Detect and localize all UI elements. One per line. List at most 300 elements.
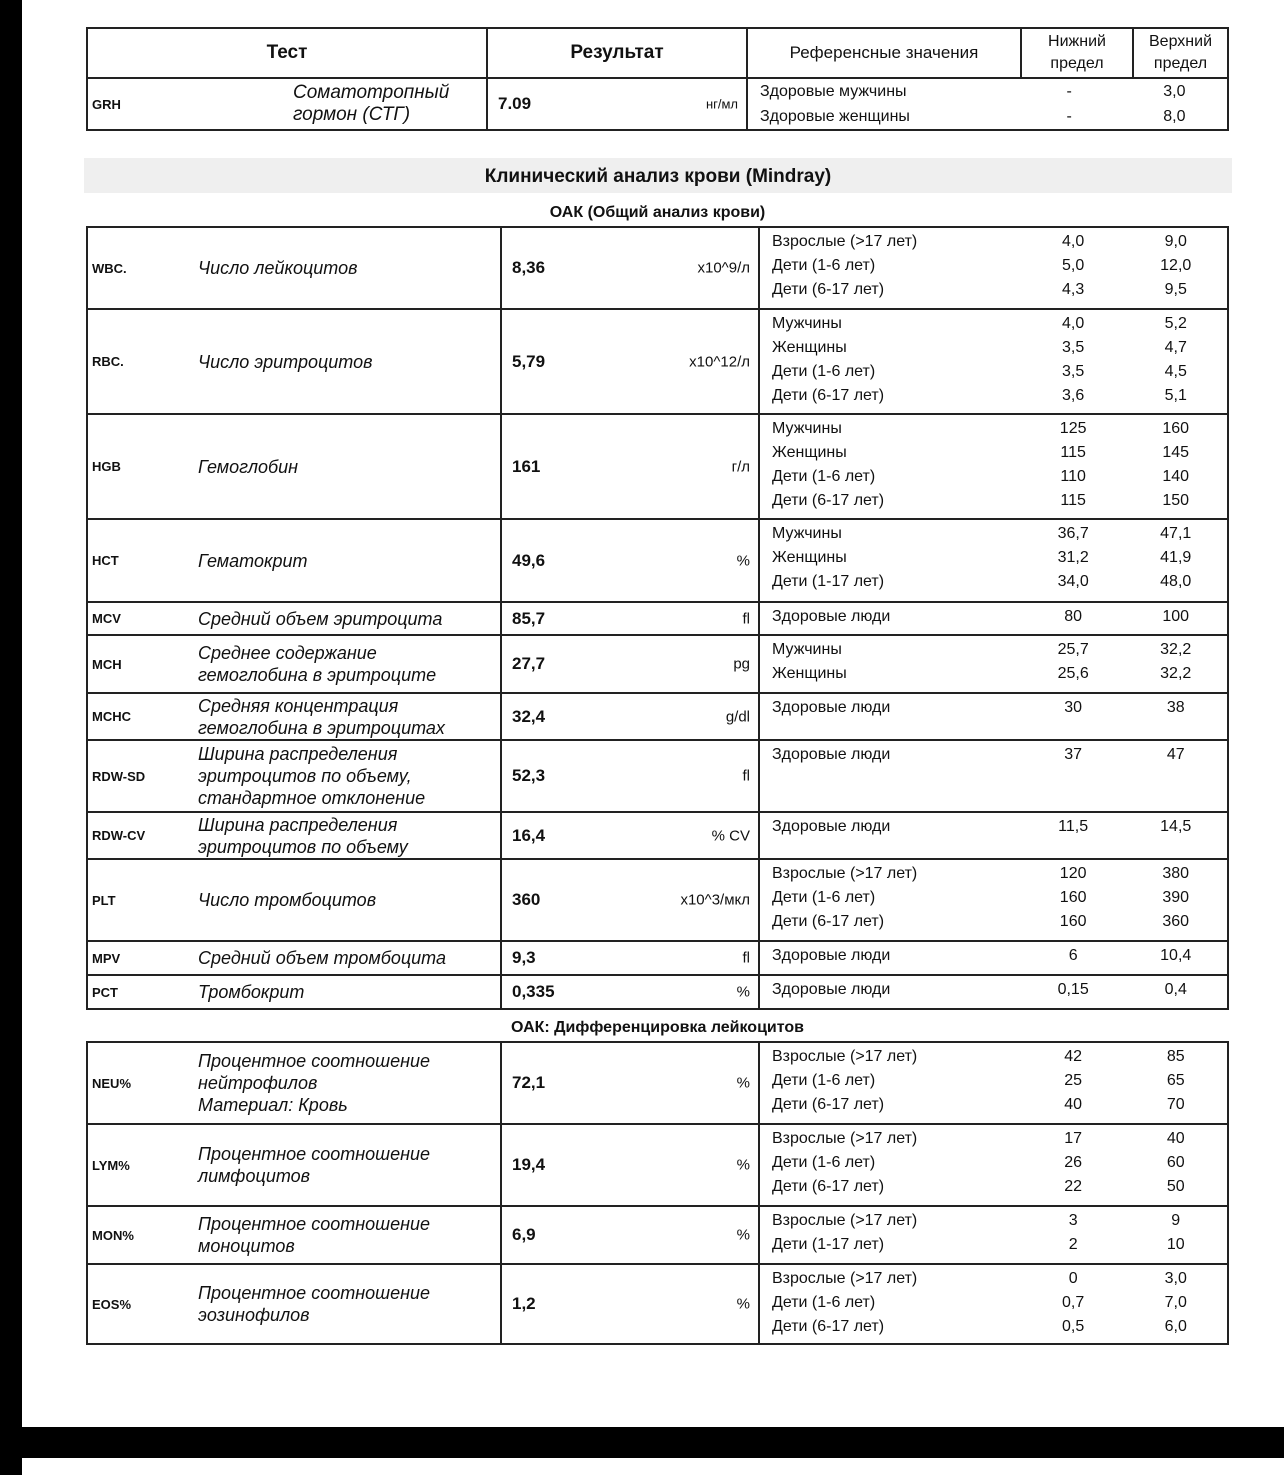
reference-high: 12,0 (1160, 257, 1192, 274)
result-cell (501, 812, 759, 859)
reference-group: Здоровые мужчины (760, 83, 907, 100)
bottom-black-border (0, 1427, 1284, 1458)
reference-high: 4,5 (1164, 363, 1187, 380)
reference-high: 9,5 (1164, 281, 1187, 298)
reference-low: 115 (1060, 492, 1086, 509)
reference-low: 0,15 (1057, 981, 1089, 998)
reference-line (760, 546, 1227, 570)
reference-group: Дети (6-17 лет) (772, 1318, 885, 1335)
result-unit: fl (742, 949, 750, 967)
reference-line (760, 1267, 1227, 1291)
reference-line (760, 254, 1227, 278)
test-code: RBC. (87, 309, 192, 414)
result-value: 7.09 (498, 94, 532, 113)
reference-group: Женщины (772, 339, 847, 356)
test-name (192, 1264, 501, 1344)
test-code: MCV (87, 602, 192, 635)
reference-line (760, 441, 1227, 465)
test-name (192, 740, 501, 812)
reference-line (760, 1175, 1227, 1199)
reference-ranges (759, 1206, 1228, 1264)
test-name (192, 1206, 501, 1264)
reference-low: 3,5 (1062, 339, 1085, 356)
reference-line (760, 230, 1227, 254)
reference-line (760, 862, 1227, 886)
differential-subtitle: ОАК: Дифференцировка лейкоцитов (511, 1019, 804, 1036)
reference-high: 150 (1162, 492, 1190, 509)
test-code: MCH (87, 635, 192, 693)
result-cell (501, 941, 759, 975)
reference-group: Дети (1-6 лет) (772, 889, 876, 906)
header-result: Результат (487, 28, 747, 78)
reference-group: Взрослые (>17 лет) (772, 1048, 918, 1065)
table-row (87, 414, 1228, 519)
test-code: PLT (87, 859, 192, 941)
reference-group: Здоровые люди (772, 608, 891, 625)
reference-high: 85 (1166, 1048, 1185, 1065)
header-lower-limit (1021, 28, 1133, 78)
reference-high: 5,2 (1164, 315, 1187, 332)
test-code: RDW-CV (87, 812, 192, 859)
reference-group: Дети (1-17 лет) (772, 573, 885, 590)
result-cell (501, 227, 759, 309)
test-code: MON% (87, 1206, 192, 1264)
result-value: 27,7 (512, 654, 546, 673)
table-row-grh (87, 78, 1228, 130)
reference-high: 9 (1171, 1212, 1181, 1229)
result-unit: pg (733, 655, 750, 673)
test-name (192, 975, 501, 1009)
reference-group: Здоровые люди (772, 947, 891, 964)
table-row (87, 635, 1228, 693)
test-name-line: стандартное отклонение (198, 788, 426, 808)
test-name-line: Тромбокрит (198, 982, 305, 1002)
header-upper-limit-line2: предел (1153, 55, 1208, 72)
reference-line (760, 312, 1227, 336)
test-code: GRH (87, 78, 287, 130)
result-value: 72,1 (512, 1073, 546, 1092)
table-row (87, 1124, 1228, 1206)
reference-high: 5,1 (1164, 387, 1187, 404)
test-code: EOS% (87, 1264, 192, 1344)
reference-low: 11,5 (1058, 818, 1089, 835)
test-name (192, 227, 501, 309)
table-row (87, 602, 1228, 635)
reference-high: 32,2 (1160, 665, 1192, 682)
result-value: 19,4 (512, 1155, 546, 1174)
reference-low: 17 (1064, 1130, 1083, 1147)
reference-high: 3,0 (1163, 83, 1186, 100)
result-cell (501, 309, 759, 414)
reference-group: Дети (6-17 лет) (772, 387, 885, 404)
reference-ranges (759, 227, 1228, 309)
reference-low: 25,6 (1057, 665, 1089, 682)
reference-high: 65 (1166, 1072, 1185, 1089)
result-unit: % (736, 552, 750, 569)
reference-line (760, 1209, 1227, 1233)
reference-group: Дети (1-6 лет) (772, 1072, 876, 1089)
header-lower-limit-line2: предел (1050, 55, 1104, 72)
reference-low: 34,0 (1057, 573, 1089, 590)
result-value: 1,2 (512, 1294, 536, 1313)
reference-low: 3 (1068, 1212, 1078, 1229)
reference-low: 120 (1059, 865, 1087, 882)
reference-group: Женщины (772, 665, 847, 682)
test-name (192, 1124, 501, 1206)
result-value: 49,6 (512, 550, 546, 570)
reference-high: 38 (1166, 699, 1185, 716)
header-test: Тест (87, 28, 487, 78)
reference-low: 125 (1059, 420, 1087, 437)
table-row (87, 1042, 1228, 1124)
reference-line (760, 360, 1227, 384)
reference-ranges (747, 78, 1228, 130)
reference-high: 4,7 (1164, 339, 1187, 356)
reference-group: Взрослые (>17 лет) (772, 1130, 918, 1147)
test-name (192, 693, 501, 740)
reference-line (760, 696, 1227, 720)
test-name-line: Ширина распределения (198, 744, 398, 764)
reference-group: Дети (6-17 лет) (772, 913, 885, 930)
reference-low: 25,7 (1057, 641, 1089, 658)
reference-ranges (759, 740, 1228, 812)
reference-high: 47,1 (1160, 525, 1192, 542)
result-unit: % (736, 1074, 750, 1092)
reference-group: Женщины (772, 549, 847, 566)
result-cell (501, 1206, 759, 1264)
result-unit: г/л (731, 458, 750, 475)
reference-low: 160 (1059, 913, 1087, 930)
test-name (192, 635, 501, 693)
result-unit: нг/мл (705, 96, 738, 112)
reference-group: Дети (1-6 лет) (772, 1154, 876, 1171)
test-name (192, 1042, 501, 1124)
reference-high: 6,0 (1164, 1318, 1187, 1335)
reference-line (760, 384, 1227, 408)
test-code: MPV (87, 941, 192, 975)
reference-group: Дети (1-6 лет) (772, 257, 876, 274)
reference-group: Здоровые люди (772, 746, 891, 763)
test-code: HCT (87, 519, 192, 602)
reference-low: - (1066, 83, 1072, 100)
test-code: HGB (87, 414, 192, 519)
test-name (192, 519, 501, 602)
table-row (87, 227, 1228, 309)
test-name-line: Число лейкоцитов (198, 258, 358, 278)
reference-low: 22 (1064, 1178, 1083, 1195)
reference-high: 3,0 (1164, 1270, 1187, 1287)
reference-high: 7,0 (1164, 1294, 1187, 1311)
reference-low: - (1066, 108, 1072, 125)
reference-low: 3,5 (1062, 363, 1085, 380)
result-value: 161 (512, 456, 541, 476)
test-name-line: Процентное соотношение (198, 1051, 431, 1071)
reference-low: 4,3 (1062, 281, 1085, 298)
test-name: Соматотропный гормон (СТГ) (287, 78, 487, 130)
result-value: 8,36 (512, 258, 546, 277)
test-name-line: эозинофилов (198, 1305, 310, 1325)
reference-low: 5,0 (1062, 257, 1085, 274)
reference-ranges (759, 975, 1228, 1009)
test-name-line: Гемоглобин (198, 456, 299, 477)
reference-line (760, 1127, 1227, 1151)
result-cell (501, 519, 759, 602)
reference-line (760, 1233, 1227, 1257)
result-cell (501, 414, 759, 519)
reference-high: 10 (1166, 1236, 1185, 1253)
test-code: MCHC (87, 693, 192, 740)
result-value: 9,3 (512, 948, 536, 967)
reference-group: Здоровые люди (772, 818, 891, 835)
table-row (87, 1264, 1228, 1344)
reference-ranges (759, 859, 1228, 941)
test-code: WBC. (87, 227, 192, 309)
reference-high: 60 (1166, 1154, 1185, 1171)
reference-line (760, 1093, 1227, 1117)
test-name (192, 414, 501, 519)
table-row (87, 740, 1228, 812)
reference-high: 40 (1166, 1130, 1185, 1147)
result-value: 360 (512, 890, 541, 909)
result-cell (501, 693, 759, 740)
test-name-line: Процентное соотношение (198, 1283, 431, 1303)
result-unit: % (736, 1156, 750, 1174)
reference-group: Дети (6-17 лет) (772, 281, 885, 298)
result-value: 52,3 (512, 766, 546, 785)
reference-high: 360 (1162, 913, 1190, 930)
reference-high: 47 (1166, 746, 1185, 763)
reference-line (760, 815, 1227, 839)
reference-high: 140 (1162, 468, 1190, 485)
reference-low: 37 (1064, 746, 1083, 763)
reference-group: Дети (6-17 лет) (772, 492, 885, 509)
test-code: RDW-SD (87, 740, 192, 812)
result-unit: % CV (711, 827, 750, 844)
table-row (87, 519, 1228, 602)
result-cell (501, 602, 759, 635)
reference-ranges (759, 941, 1228, 975)
reference-low: 80 (1064, 608, 1083, 625)
result-value: 0,335 (512, 982, 555, 1001)
reference-line (760, 886, 1227, 910)
test-name-line: моноцитов (198, 1236, 295, 1256)
result-unit: fl (742, 610, 750, 627)
reference-line (760, 743, 1227, 767)
reference-high: 390 (1162, 889, 1190, 906)
result-value: 16,4 (512, 825, 546, 845)
reference-ranges (759, 309, 1228, 414)
header-reference: Референсные значения (747, 28, 1021, 78)
reference-low: 30 (1064, 699, 1083, 716)
reference-low: 4,0 (1062, 315, 1085, 332)
reference-line (748, 104, 1227, 129)
header-upper-limit-line1: Верхний (1149, 33, 1212, 50)
result-unit: % (736, 1226, 750, 1244)
differential-results-table (86, 1041, 1229, 1345)
header-upper-limit (1133, 28, 1228, 78)
reference-high: 100 (1162, 608, 1190, 625)
reference-line (760, 522, 1227, 546)
reference-group: Дети (1-6 лет) (772, 363, 876, 380)
test-code: PCT (87, 975, 192, 1009)
result-unit: g/dl (725, 708, 750, 725)
reference-ranges (759, 602, 1228, 635)
reference-high: 0,4 (1164, 981, 1187, 998)
test-code: NEU% (87, 1042, 192, 1124)
reference-high: 10,4 (1160, 947, 1192, 964)
left-black-border (0, 0, 22, 1475)
reference-low: 40 (1064, 1096, 1083, 1113)
reference-line (760, 417, 1227, 441)
test-name-line: Средний объем эритроцита (198, 608, 443, 629)
reference-line (760, 278, 1227, 302)
reference-group: Взрослые (>17 лет) (772, 233, 918, 250)
reference-line (760, 944, 1227, 968)
result-cell (487, 78, 747, 130)
reference-line (760, 465, 1227, 489)
table-row (87, 1206, 1228, 1264)
result-value: 6,9 (512, 1225, 536, 1244)
section-title: Клинический анализ крови (Mindray) (84, 158, 1232, 193)
test-name-line: Число тромбоцитов (198, 890, 377, 910)
reference-line (760, 336, 1227, 360)
reference-group: Женщины (772, 444, 847, 461)
reference-group: Мужчины (772, 525, 842, 542)
test-name (192, 941, 501, 975)
reference-line (760, 662, 1227, 686)
reference-high: 14,5 (1160, 818, 1192, 835)
table-row (87, 693, 1228, 740)
result-cell (501, 740, 759, 812)
reference-group: Дети (1-17 лет) (772, 1236, 885, 1253)
table-row (87, 309, 1228, 414)
reference-line (760, 489, 1227, 513)
reference-group: Дети (6-17 лет) (772, 1096, 885, 1113)
reference-low: 0,5 (1062, 1318, 1085, 1335)
result-cell (501, 975, 759, 1009)
reference-low: 4,0 (1062, 233, 1085, 250)
reference-line (760, 910, 1227, 934)
reference-group: Здоровые люди (772, 699, 891, 716)
test-name-line: Средняя концентрация (198, 695, 399, 716)
reference-high: 50 (1166, 1178, 1185, 1195)
test-name-line: Процентное соотношение (198, 1144, 431, 1164)
test-name-line: Материал: Кровь (198, 1095, 348, 1115)
reference-ranges (759, 1264, 1228, 1344)
reference-group: Дети (1-6 лет) (772, 1294, 876, 1311)
test-name-line: гемоглобина в эритроцитах (198, 717, 445, 738)
table-row (87, 975, 1228, 1009)
result-unit: x10^12/л (689, 353, 750, 370)
reference-high: 9,0 (1164, 233, 1187, 250)
reference-low: 0,7 (1062, 1294, 1085, 1311)
result-cell (501, 1124, 759, 1206)
reference-line (760, 1069, 1227, 1093)
test-name (192, 859, 501, 941)
test-name-line: гемоглобина в эритроците (198, 665, 437, 685)
result-value: 5,79 (512, 351, 546, 371)
result-value: 32,4 (512, 706, 546, 726)
reference-group: Взрослые (>17 лет) (772, 1212, 918, 1229)
reference-high: 380 (1162, 865, 1190, 882)
test-code: LYM% (87, 1124, 192, 1206)
result-value: 85,7 (512, 608, 546, 628)
reference-low: 25 (1064, 1072, 1083, 1089)
result-cell (501, 859, 759, 941)
reference-high: 32,2 (1160, 641, 1192, 658)
test-name-line: эритроцитов по объему, (198, 766, 412, 786)
cbc-results-table (86, 226, 1229, 1010)
reference-high: 41,9 (1160, 549, 1192, 566)
result-unit: % (736, 1295, 750, 1313)
table-row (87, 812, 1228, 859)
reference-low: 6 (1068, 947, 1078, 964)
reference-line (760, 605, 1227, 629)
result-unit: x10^3/мкл (680, 891, 750, 909)
reference-group: Мужчины (772, 420, 842, 437)
table-row (87, 859, 1228, 941)
result-cell (501, 1042, 759, 1124)
reference-ranges (759, 414, 1228, 519)
test-name-line: Гематокрит (198, 550, 308, 571)
reference-line (760, 978, 1227, 1002)
reference-low: 26 (1064, 1154, 1083, 1171)
table-header-row (87, 28, 1228, 78)
reference-line (760, 638, 1227, 662)
reference-low: 42 (1064, 1048, 1083, 1065)
reference-low: 160 (1059, 889, 1087, 906)
reference-group: Взрослые (>17 лет) (772, 865, 918, 882)
reference-ranges (759, 1042, 1228, 1124)
reference-line (760, 1151, 1227, 1175)
reference-high: 145 (1162, 444, 1190, 461)
result-cell (501, 635, 759, 693)
test-name-line: Число эритроцитов (198, 351, 373, 372)
cbc-subtitle: ОАК (Общий анализ крови) (549, 204, 766, 221)
reference-line (760, 570, 1227, 594)
reference-ranges (759, 693, 1228, 740)
result-unit: x10^9/л (697, 259, 750, 277)
reference-low: 110 (1060, 468, 1086, 485)
reference-low: 31,2 (1057, 549, 1089, 566)
reference-low: 2 (1068, 1236, 1078, 1253)
test-name (192, 812, 501, 859)
reference-group: Здоровые люди (772, 981, 891, 998)
reference-group: Мужчины (772, 641, 842, 658)
test-name-line: эритроцитов по объему (198, 836, 408, 857)
header-lower-limit-line1: Нижний (1048, 33, 1106, 50)
reference-high: 8,0 (1163, 108, 1186, 125)
reference-line (748, 79, 1227, 104)
reference-ranges (759, 635, 1228, 693)
reference-low: 0 (1068, 1270, 1078, 1287)
reference-line (760, 1045, 1227, 1069)
result-unit: fl (742, 767, 750, 785)
reference-high: 48,0 (1160, 573, 1192, 590)
reference-group: Дети (6-17 лет) (772, 1178, 885, 1195)
test-name-line: Среднее содержание (198, 643, 377, 663)
test-name (192, 602, 501, 635)
table-row (87, 941, 1228, 975)
reference-group: Взрослые (>17 лет) (772, 1270, 918, 1287)
reference-group: Мужчины (772, 315, 842, 332)
reference-ranges (759, 1124, 1228, 1206)
test-name-line: лимфоцитов (198, 1166, 311, 1186)
reference-group: Здоровые женщины (760, 108, 910, 125)
reference-line (760, 1315, 1227, 1339)
test-name-line: Процентное соотношение (198, 1214, 431, 1234)
reference-high: 70 (1166, 1096, 1185, 1113)
